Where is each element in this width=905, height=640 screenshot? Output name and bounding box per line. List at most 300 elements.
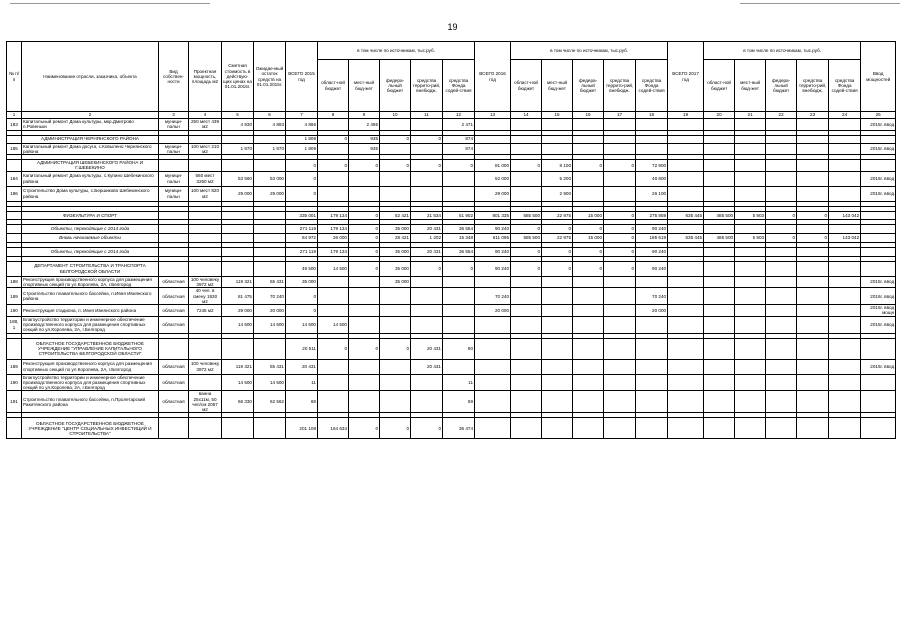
cell: 0: [318, 338, 349, 359]
cell: [797, 171, 829, 186]
cell: 5 903: [735, 211, 766, 219]
cell: 8 100: [542, 160, 573, 172]
cell: 0: [318, 135, 349, 143]
top-rule-left: [10, 3, 210, 4]
cell: [475, 359, 511, 374]
cell: [735, 171, 766, 186]
cell: областная: [159, 288, 189, 305]
cell: [704, 247, 735, 256]
cell: [475, 374, 511, 391]
cell: [318, 276, 349, 288]
cell: муници-пальн: [159, 171, 189, 186]
cell: [511, 316, 542, 333]
cell: [636, 135, 668, 143]
cell: [797, 276, 829, 288]
cell: [189, 338, 222, 359]
cell: 0: [511, 160, 542, 172]
cell: 335 001: [286, 211, 318, 219]
cell: [542, 288, 573, 305]
cell: муници-пальн: [159, 143, 189, 155]
cell: [511, 143, 542, 155]
cell: [797, 359, 829, 374]
cell: [159, 224, 189, 233]
cell: 1 202: [411, 233, 443, 242]
cell: [542, 391, 573, 413]
cell: [797, 305, 829, 317]
cell: 585 500: [511, 211, 542, 219]
cell: 0: [349, 233, 380, 242]
cell: 179 134: [318, 224, 349, 233]
row-name: Строительство плавательного бассейна, п.Пролетарский Ракитянского района: [22, 391, 159, 413]
column-number: 2: [22, 112, 159, 119]
cell: 29 000: [222, 305, 254, 317]
cell: [704, 261, 735, 276]
section-row: [7, 224, 896, 233]
cell: 55 431: [254, 359, 286, 374]
cell: [573, 305, 604, 317]
table-row: [7, 119, 896, 131]
cell: [159, 261, 189, 276]
cell: 119 321: [222, 276, 254, 288]
row-number: 188: [7, 276, 22, 288]
cell: 90 240: [636, 224, 668, 233]
cell: 90 240: [636, 247, 668, 256]
cell: [861, 160, 896, 172]
cell: [475, 276, 511, 288]
cell: [380, 171, 411, 186]
cell: 2 495: [349, 119, 380, 131]
cell: [573, 186, 604, 201]
cell: [829, 305, 861, 317]
cell: 72 900: [636, 160, 668, 172]
cell: [318, 374, 349, 391]
cell: [861, 233, 896, 242]
cell: [604, 135, 636, 143]
cell: [542, 338, 573, 359]
cell: [411, 305, 443, 317]
cell: [735, 288, 766, 305]
cell: 14 500: [222, 374, 254, 391]
column-number: 22: [766, 112, 797, 119]
cell: [159, 211, 189, 219]
cell: 35 000: [286, 276, 318, 288]
cell: [604, 119, 636, 131]
cell: [735, 261, 766, 276]
cell: [766, 186, 797, 201]
hdr-total-2016: ВСЕГО 2016 год: [475, 42, 511, 112]
cell: [704, 316, 735, 333]
row-name: Капитальный ремонт Дома культуры, мкр.Дмитрово п.Ровеньки: [22, 119, 159, 131]
cell: 0: [411, 135, 443, 143]
cell: 46 800: [636, 171, 668, 186]
table-row: [7, 374, 896, 391]
cell: [475, 391, 511, 413]
cell: [766, 143, 797, 155]
cell: 70 240: [636, 288, 668, 305]
cell: 250 мест 439 м2: [189, 119, 222, 131]
cell: 40 чел. в смену 1930 м2: [189, 288, 222, 305]
cell: [797, 316, 829, 333]
cell: [735, 186, 766, 201]
cell: [668, 247, 704, 256]
cell: [411, 143, 443, 155]
cell: [735, 247, 766, 256]
cell: 81 475: [222, 288, 254, 305]
cell: [668, 261, 704, 276]
cell: 15 348: [443, 233, 475, 242]
cell: [189, 374, 222, 391]
cell: 0: [380, 135, 411, 143]
cell: [766, 338, 797, 359]
cell: 62 562: [254, 391, 286, 413]
cell: [189, 418, 222, 439]
cell: 0: [286, 186, 318, 201]
cell: [254, 135, 286, 143]
cell: 0: [573, 224, 604, 233]
column-number: 14: [511, 112, 542, 119]
cell: [829, 160, 861, 172]
cell: [604, 374, 636, 391]
cell: 14 500: [318, 261, 349, 276]
cell: 4 930: [222, 119, 254, 131]
cell: [636, 143, 668, 155]
hdr-src-local: мест-ный бюд-жет: [735, 60, 766, 112]
table-body: [7, 119, 896, 439]
cell: [668, 276, 704, 288]
cell: [766, 418, 797, 439]
cell: [797, 261, 829, 276]
cell: [542, 418, 573, 439]
cell: 4 893: [254, 119, 286, 131]
cell: [511, 186, 542, 201]
cell: [735, 119, 766, 131]
cell: [573, 359, 604, 374]
row-number: [7, 160, 22, 172]
cell: [222, 261, 254, 276]
cell: [668, 186, 704, 201]
row-number: 190: [7, 374, 22, 391]
cell: 143 042: [829, 211, 861, 219]
table-row: [7, 305, 896, 317]
cell: [222, 418, 254, 439]
cell: 81 000: [475, 160, 511, 172]
cell: 201 108: [286, 418, 318, 439]
cell: [511, 276, 542, 288]
cell: [349, 276, 380, 288]
section-row: [7, 233, 896, 242]
cell: 0: [349, 224, 380, 233]
cell: 0: [511, 247, 542, 256]
hdr-total-2015: ВСЕГО 2015 год: [286, 42, 318, 112]
hdr-src-regional: област-ной бюджет: [318, 60, 349, 112]
cell: 14 500: [254, 316, 286, 333]
cell: 935: [349, 135, 380, 143]
row-number: [7, 247, 22, 256]
cell: [511, 359, 542, 374]
cell: [254, 160, 286, 172]
cell: [668, 418, 704, 439]
cell: 560 мест 3250 м2: [189, 171, 222, 186]
cell: 0: [380, 338, 411, 359]
cell: [542, 119, 573, 131]
cell: [797, 418, 829, 439]
cell: 22 975: [542, 211, 573, 219]
cell: [159, 247, 189, 256]
cell: 0: [542, 261, 573, 276]
cell: [411, 171, 443, 186]
row-number: [7, 135, 22, 143]
hdr-src-federal: федера-льный бюджет: [766, 60, 797, 112]
cell: 26 100: [636, 186, 668, 201]
cell: [380, 119, 411, 131]
cell: [861, 418, 896, 439]
cell: [829, 338, 861, 359]
section-row: [7, 418, 896, 439]
row-number: [7, 211, 22, 219]
cell: [159, 338, 189, 359]
cell: 20 000: [254, 305, 286, 317]
cell: [159, 418, 189, 439]
hdr-src-federal: федера-льный бюджет: [380, 60, 411, 112]
cell: [668, 119, 704, 131]
cell: 0: [573, 261, 604, 276]
cell: [254, 211, 286, 219]
cell: [829, 119, 861, 131]
cell: 20 431: [411, 247, 443, 256]
cell: [735, 305, 766, 317]
cell: 55 431: [254, 276, 286, 288]
cell: [222, 135, 254, 143]
cell: [604, 338, 636, 359]
row-name: Благоустройство территории и инженерное обеспечение производственного корпуса для размещения спортивных секций по ул.Королева, 2А, г.Белгород: [22, 316, 159, 333]
cell: [636, 276, 668, 288]
cell: 0: [286, 171, 318, 186]
cell: [443, 316, 475, 333]
cell: [735, 391, 766, 413]
cell: [511, 288, 542, 305]
page-number: 19: [447, 22, 458, 32]
cell: [573, 276, 604, 288]
cell: [573, 338, 604, 359]
column-number: 15: [542, 112, 573, 119]
cell: 100 человеку 3972 м2: [189, 359, 222, 374]
cell: 275 859: [636, 211, 668, 219]
cell: [735, 374, 766, 391]
cell: [704, 374, 735, 391]
section-row: [7, 160, 896, 172]
column-number: 4: [189, 112, 222, 119]
cell: 15 000: [573, 211, 604, 219]
cell: [254, 418, 286, 439]
cell: [189, 316, 222, 333]
cell: [668, 160, 704, 172]
cell: [636, 119, 668, 131]
cell: 21 534: [411, 211, 443, 219]
cell: 90 240: [475, 224, 511, 233]
hdr-num: № п/п: [7, 42, 22, 112]
cell: областная: [159, 359, 189, 374]
cell: 0: [766, 211, 797, 219]
cell: 49 500: [286, 261, 318, 276]
row-name: Благоустройство территории и инженерное обеспечение производственного корпуса для размещения спортивных секций по ул.Королева, 2А, г.Белгород: [22, 374, 159, 391]
cell: областная: [159, 305, 189, 317]
cell: [443, 288, 475, 305]
row-number: [7, 233, 22, 242]
row-number: 186: [7, 186, 22, 201]
column-number: 16: [573, 112, 604, 119]
cell: [861, 224, 896, 233]
cell: [349, 305, 380, 317]
cell: [511, 391, 542, 413]
row-name: Вновь начинаемые объекты: [22, 233, 159, 242]
cell: 26 000: [318, 233, 349, 242]
cell: [349, 288, 380, 305]
row-name: ФИЗКУЛЬТУРА И СПОРТ: [22, 211, 159, 219]
cell: 271 119: [286, 247, 318, 256]
cell: [704, 276, 735, 288]
hdr-src-local: мест-ный бюд-жет: [349, 60, 380, 112]
cell: 0: [349, 261, 380, 276]
cell: [829, 171, 861, 186]
cell: 70 240: [254, 288, 286, 305]
cell: [766, 171, 797, 186]
cell: [573, 119, 604, 131]
cell: 29 000: [222, 186, 254, 201]
cell: [668, 135, 704, 143]
cell: [380, 359, 411, 374]
cell: 90 240: [475, 261, 511, 276]
cell: [668, 391, 704, 413]
cell: [766, 359, 797, 374]
cell: 35 000: [380, 276, 411, 288]
cell: [380, 186, 411, 201]
cell: 20 431: [411, 338, 443, 359]
cell: 0: [286, 288, 318, 305]
cell: 0: [349, 160, 380, 172]
hdr-src-regional: област-ной бюджет: [704, 60, 735, 112]
cell: 69: [443, 391, 475, 413]
cell: [511, 135, 542, 143]
row-name: Строительство Дома культуры, с.Бершиково Шебекинского района: [22, 186, 159, 201]
cell: 7245 м2: [189, 305, 222, 317]
cell: [766, 374, 797, 391]
cell: [797, 374, 829, 391]
cell: [189, 160, 222, 172]
cell: [604, 171, 636, 186]
cell: 0: [797, 211, 829, 219]
cell: 935: [349, 143, 380, 155]
cell: [411, 288, 443, 305]
cell: [861, 211, 896, 219]
cell: 100 мест 210 м2: [189, 143, 222, 155]
column-number: 9: [349, 112, 380, 119]
cell: [668, 305, 704, 317]
section-row: [7, 135, 896, 143]
hdr-src-terr: средства террито-рий, внебюдж.: [411, 60, 443, 112]
cell: 0: [286, 160, 318, 172]
cell: [475, 418, 511, 439]
cell: [704, 288, 735, 305]
table-row: [7, 143, 896, 155]
row-name: ДЕПАРТАМЕНТ СТРОИТЕЛЬСТВА И ТРАНСПОРТА БЕЛГОРОДСКОЙ ОБЛАСТИ: [22, 261, 159, 276]
cell: [222, 211, 254, 219]
cell: [604, 316, 636, 333]
cell: [573, 418, 604, 439]
cell: 5 200: [542, 171, 573, 186]
cell: 20 431: [411, 359, 443, 374]
cell: [318, 305, 349, 317]
cell: 5 903: [735, 233, 766, 242]
cell: [411, 186, 443, 201]
cell: 100 мест 820 м2: [189, 186, 222, 201]
cell: [254, 247, 286, 256]
hdr-src-regional: област-ной бюджет: [511, 60, 542, 112]
cell: [766, 224, 797, 233]
column-number: 6: [254, 112, 286, 119]
row-name: Объекты, переходящие с 2014 года: [22, 247, 159, 256]
cell: [318, 119, 349, 131]
table-row: [7, 288, 896, 305]
cell: [735, 143, 766, 155]
cell: 1 809: [286, 143, 318, 155]
cell: 100 человеку 3972 м2: [189, 276, 222, 288]
cell: 0: [542, 224, 573, 233]
cell: [349, 186, 380, 201]
cell: [668, 338, 704, 359]
cell: [829, 143, 861, 155]
cell: [189, 135, 222, 143]
cell: [573, 391, 604, 413]
cell: [475, 135, 511, 143]
cell: [636, 359, 668, 374]
cell: 485 500: [704, 233, 735, 242]
cell: 51 902: [443, 211, 475, 219]
row-name: Капитальный ремонт Дома досуга, с.Ковылено Чернянского района: [22, 143, 159, 155]
section-row: [7, 338, 896, 359]
cell: [475, 143, 511, 155]
cell: [318, 143, 349, 155]
cell: [411, 276, 443, 288]
hdr-src-federal: федера-льный бюджет: [573, 60, 604, 112]
cell: [411, 316, 443, 333]
cell: [797, 247, 829, 256]
cell: областная: [159, 391, 189, 413]
cell: 801 335: [475, 211, 511, 219]
cell: 164 634: [318, 418, 349, 439]
cell: 0: [604, 160, 636, 172]
table-row: [7, 391, 896, 413]
cell: [443, 186, 475, 201]
cell: [573, 288, 604, 305]
cell: [380, 316, 411, 333]
cell: [159, 233, 189, 242]
cell: [636, 316, 668, 333]
cell: 90 240: [475, 247, 511, 256]
hdr-src-terr: средства террито-рий, внебюдж.: [797, 60, 829, 112]
cell: [511, 305, 542, 317]
cell: [443, 276, 475, 288]
cell: [222, 247, 254, 256]
cell: 874: [443, 135, 475, 143]
cell: 35 000: [380, 261, 411, 276]
cell: [636, 338, 668, 359]
section-row: [7, 247, 896, 256]
cell: [861, 135, 896, 143]
section-row: [7, 261, 896, 276]
cell: областная: [159, 374, 189, 391]
cell: [735, 338, 766, 359]
cell: 179 134: [318, 211, 349, 219]
